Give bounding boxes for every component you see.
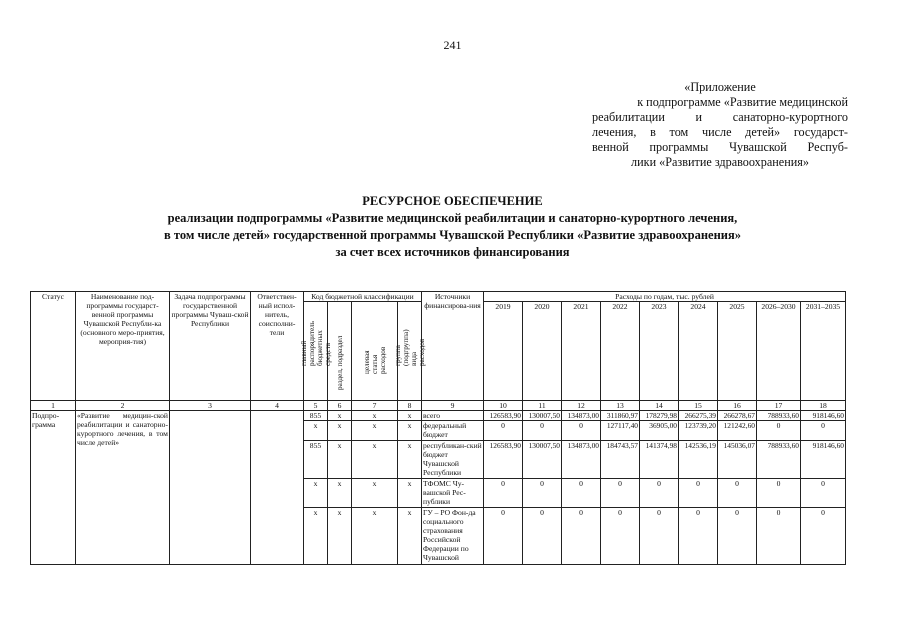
- header-section-text: раздел, подраздел: [335, 335, 344, 390]
- value-cell: 130007,50: [523, 411, 562, 421]
- group-cell: х: [398, 508, 422, 565]
- value-cell: 126583,90: [484, 441, 523, 479]
- article-cell: х: [352, 479, 398, 508]
- section-cell: х: [328, 441, 352, 479]
- value-cell: 0: [718, 508, 757, 565]
- value-cell: 266275,39: [679, 411, 718, 421]
- source-cell: ТФОМС Чу-вашской Рес-публики: [422, 479, 484, 508]
- header-year: 2023: [640, 302, 679, 401]
- task-cell: [170, 411, 251, 565]
- title-line: в том числе детей» государственной программы Чувашской Республики «Развитие здравоохранения»: [163, 228, 742, 242]
- header-group-text: группа (подгруппа) вида расходов: [393, 329, 426, 366]
- value-cell: 0: [640, 479, 679, 508]
- column-number: 11: [523, 401, 562, 411]
- article-cell: х: [352, 421, 398, 441]
- status-cell: Подпро-грамма: [31, 411, 76, 565]
- value-cell: 0: [679, 479, 718, 508]
- header-year: 2021: [562, 302, 601, 401]
- header-section: [328, 302, 352, 401]
- grbs-cell: х: [304, 508, 328, 565]
- annex-line: венной программы Чувашской Респуб-: [592, 140, 848, 154]
- header-year: 2026–2030: [757, 302, 801, 401]
- value-cell: 0: [757, 479, 801, 508]
- grbs-cell: х: [304, 479, 328, 508]
- annex-note: [592, 80, 848, 170]
- column-number: 16: [718, 401, 757, 411]
- column-number: 17: [757, 401, 801, 411]
- header-grbs: [299, 302, 332, 401]
- value-cell: 788933,60: [757, 411, 801, 421]
- value-cell: 184743,57: [601, 441, 640, 479]
- source-cell: республикан-ский бюджет Чувашской Республики: [423, 441, 482, 477]
- article-cell: х: [352, 441, 398, 479]
- annex-line: лики «Развитие здравоохранения»: [631, 155, 809, 169]
- column-number: 12: [562, 401, 601, 411]
- value-cell: 0: [562, 508, 601, 565]
- value-cell: 145036,07: [718, 441, 757, 479]
- annex-line: «Приложение: [684, 80, 756, 94]
- group-cell: х: [398, 441, 422, 479]
- header-status: Статус: [31, 292, 76, 401]
- value-cell: 0: [601, 508, 640, 565]
- value-cell: 311860,97: [601, 411, 640, 421]
- value-cell: 130007,50: [523, 441, 562, 479]
- column-number: 9: [422, 401, 484, 411]
- value-cell: 0: [757, 508, 801, 565]
- value-cell: 0: [562, 479, 601, 508]
- header-year: 2025: [718, 302, 757, 401]
- value-cell: 0: [640, 508, 679, 565]
- annex-line: реабилитации и санаторно-курортного: [592, 110, 848, 124]
- executor-cell: [251, 411, 304, 565]
- header-year: 2019: [484, 302, 523, 401]
- grbs-cell: 855: [304, 411, 328, 421]
- column-number: 14: [640, 401, 679, 411]
- column-number: 5: [304, 401, 328, 411]
- table-row: [31, 411, 846, 421]
- value-cell: 788933,60: [757, 441, 801, 479]
- header-year: 2022: [601, 302, 640, 401]
- resource-table: [30, 291, 846, 565]
- value-cell: 0: [484, 421, 523, 441]
- column-number: 10: [484, 401, 523, 411]
- header-grbs-text: главный распорядитель бюджетных средств: [299, 320, 332, 366]
- value-cell: 918146,60: [801, 441, 846, 479]
- annex-line: к подпрограмме «Развитие медицинской: [637, 95, 848, 109]
- source-cell: федеральный бюджет: [422, 421, 484, 441]
- column-number: 2: [76, 401, 170, 411]
- value-cell: 126583,90: [484, 411, 523, 421]
- column-number: 7: [352, 401, 398, 411]
- grbs-cell: х: [304, 421, 328, 441]
- header-year: 2024: [679, 302, 718, 401]
- article-cell: х: [352, 411, 398, 421]
- group-cell: х: [398, 479, 422, 508]
- header-task: Задача подпрограммы государственной программы Чуваш-ской Республики: [170, 292, 251, 401]
- column-number: 18: [801, 401, 846, 411]
- value-cell: 178279,98: [640, 411, 679, 421]
- value-cell: 0: [801, 421, 846, 441]
- header-sources: Источники финансирова-ния: [422, 292, 484, 401]
- document-title: [0, 193, 905, 261]
- value-cell: 134873,00: [562, 411, 601, 421]
- value-cell: 141374,98: [640, 441, 679, 479]
- title-line: РЕСУРСНОЕ ОБЕСПЕЧЕНИЕ: [362, 194, 543, 208]
- header-group: [393, 302, 426, 401]
- column-number: 8: [398, 401, 422, 411]
- value-cell: 0: [679, 508, 718, 565]
- value-cell: 0: [562, 421, 601, 441]
- header-article-text: целевая статья расходов: [362, 346, 387, 374]
- column-number: 3: [170, 401, 251, 411]
- value-cell: 0: [484, 508, 523, 565]
- value-cell: 0: [601, 479, 640, 508]
- article-cell: х: [352, 508, 398, 565]
- column-number: 13: [601, 401, 640, 411]
- value-cell: 0: [801, 508, 846, 565]
- page-number: 241: [443, 38, 462, 52]
- section-cell: х: [328, 479, 352, 508]
- value-cell: 127117,40: [601, 421, 640, 441]
- value-cell: 0: [523, 479, 562, 508]
- value-cell: 121242,60: [718, 421, 757, 441]
- value-cell: 0: [523, 421, 562, 441]
- header-article: [352, 302, 398, 401]
- header-budget-code: Код бюджетной классификации: [304, 292, 422, 302]
- column-number: 1: [31, 401, 76, 411]
- header-year: 2020: [523, 302, 562, 401]
- column-number: 4: [251, 401, 304, 411]
- section-cell: х: [328, 411, 352, 421]
- title-line: реализации подпрограммы «Развитие медицинской реабилитации и санаторно-курортного лечения,: [167, 211, 738, 225]
- source-cell: ГУ – РО Фон-да социального страхования Российской Федерации по Чувашской: [422, 508, 484, 565]
- column-number: 15: [679, 401, 718, 411]
- value-cell: 0: [801, 479, 846, 508]
- grbs-cell: 855: [304, 441, 328, 479]
- group-cell: х: [398, 421, 422, 441]
- header-executor: Ответствен-ный испол-нитель, соисполни-тели: [251, 292, 304, 401]
- value-cell: 123739,20: [679, 421, 718, 441]
- header-expenses: Расходы по годам, тыс. рублей: [484, 292, 846, 302]
- value-cell: 0: [757, 421, 801, 441]
- value-cell: 266278,67: [718, 411, 757, 421]
- value-cell: 0: [484, 479, 523, 508]
- value-cell: 0: [718, 479, 757, 508]
- title-line: за счет всех источников финансирования: [335, 245, 570, 259]
- source-cell: всего: [422, 411, 484, 421]
- header-name: Наименование под-программы государст-венной программы Чувашской Республи-ка (основного меро-приятия, мероприя-тия): [76, 292, 170, 401]
- section-cell: х: [328, 508, 352, 565]
- group-cell: х: [398, 411, 422, 421]
- value-cell: 918146,60: [801, 411, 846, 421]
- column-number-row: [31, 401, 846, 411]
- name-cell: «Развитие медицин-ской реабилитации и санаторно-курортного лечения, в том числе детей»: [76, 411, 170, 565]
- value-cell: 134873,00: [562, 441, 601, 479]
- annex-line: лечения, в том числе детей» государст-: [592, 125, 848, 139]
- value-cell: 0: [523, 508, 562, 565]
- value-cell: 36905,00: [640, 421, 679, 441]
- column-number: 6: [328, 401, 352, 411]
- header-row: [31, 292, 846, 302]
- section-cell: х: [328, 421, 352, 441]
- value-cell: 142536,19: [679, 441, 718, 479]
- header-year: 2031–2035: [801, 302, 846, 401]
